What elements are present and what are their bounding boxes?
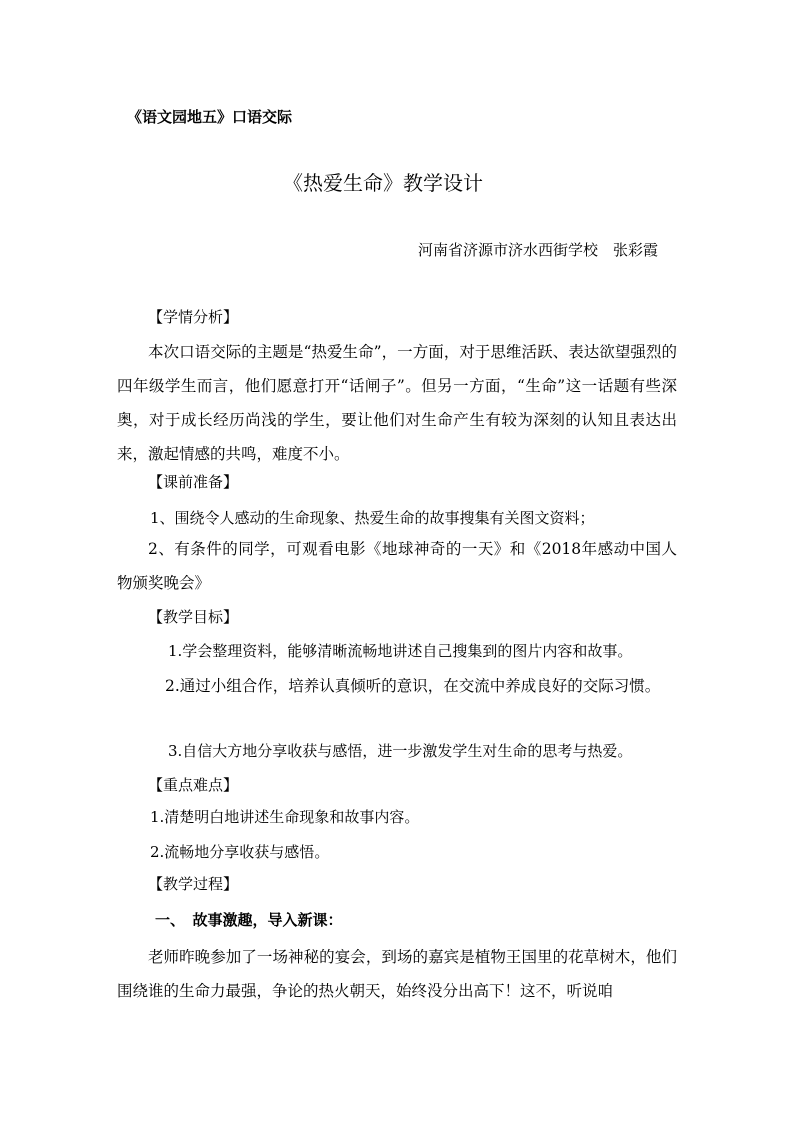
key-point-2: 2.流畅地分享收获与感悟。 [150, 843, 330, 861]
author-line: 河南省济源市济水西街学校 张彩霞 [418, 241, 659, 259]
preparation-heading: 【课前准备】 [148, 473, 239, 491]
step1-paragraph: 老师昨晚参加了一场神秘的宴会，到场的嘉宾是植物王国里的花草树木，他们围绕谁的生命力最强，争论的热火朝天，始终没分出高下！这不，听说咱 [117, 948, 677, 1000]
preparation-item-1: 1、围绕令人感动的生命现象、热爱生命的故事搜集有关图文资料； [150, 509, 595, 527]
process-heading: 【教学过程】 [148, 875, 239, 893]
goals-heading: 【教学目标】 [148, 608, 239, 626]
unit-title: 《语文园地五》口语交际 [127, 108, 293, 126]
goal-item-1: 1.学会整理资料，能够清晰流畅地讲述自己搜集到的图片内容和故事。 [168, 642, 633, 660]
page-title: 《热爱生命》教学设计 [283, 171, 483, 195]
key-points-heading: 【重点难点】 [148, 776, 239, 794]
step1-title: 一、 故事激趣，导入新课： [155, 911, 343, 929]
preparation-item-2: 2、有条件的同学，可观看电影《地球神奇的一天》和《2018年感动中国人物颁奖晚会》 [117, 540, 677, 592]
analysis-heading: 【学情分析】 [148, 308, 239, 326]
goal-item-2: 2.通过小组合作，培养认真倾听的意识，在交流中养成良好的交际习惯。 [165, 677, 661, 695]
key-point-1: 1.清楚明白地讲述生命现象和故事内容。 [150, 808, 420, 826]
analysis-paragraph: 本次口语交际的主题是“热爱生命”，一方面，对于思维活跃、表达欲望强烈的四年级学生而言，他们愿意打开“话闸子”。但另一方面，“生命”这一话题有些深奥，对于成长经历尚浅的学生，要让他们对生命产生有较为深刻的认知且表达出来，激起情感的共鸣，难度不小。 [117, 343, 677, 463]
goal-item-3: 3.自信大方地分享收获与感悟，进一步激发学生对生命的思考与热爱。 [168, 742, 633, 760]
